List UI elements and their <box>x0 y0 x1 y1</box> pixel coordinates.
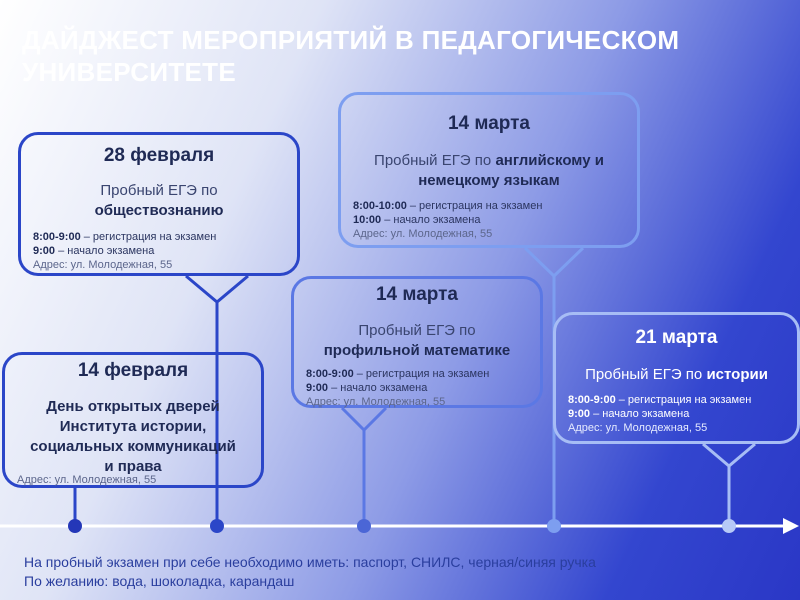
event-card-feb28 <box>18 132 300 276</box>
timeline-dot-mar14-math <box>357 519 371 533</box>
event-date: 28 февраля <box>103 145 215 166</box>
timeline-dot-feb14 <box>68 519 82 533</box>
event-address: Адрес: ул. Молодежная, 55 <box>17 474 157 486</box>
event-date: 14 февраля <box>77 360 189 381</box>
start-text: – начало экзамена <box>328 382 428 394</box>
start-text: – начало экзамена <box>590 408 690 420</box>
event-name-plain: Пробный ЕГЭ по <box>374 152 496 169</box>
event-details <box>568 393 751 435</box>
timeline-arrow-icon <box>783 518 799 534</box>
registration-time: 8:00-10:00 <box>353 200 407 212</box>
registration-text: – регистрация на экзамен <box>406 200 543 212</box>
start-time: 9:00 <box>568 408 591 420</box>
start-time: 9:00 <box>306 382 329 394</box>
event-date: 14 марта <box>375 284 458 305</box>
event-card-mar14-math <box>291 276 543 408</box>
event-address: Адрес: ул. Молодежная, 55 <box>568 422 708 434</box>
registration-text: – регистрация на экзамен <box>80 231 217 243</box>
connector-mar14-math <box>342 408 386 430</box>
connector-feb28 <box>186 276 248 302</box>
event-name-bold: истории <box>706 366 768 383</box>
event-details <box>33 230 216 272</box>
event-name-plain: Пробный ЕГЭ по <box>585 366 707 383</box>
start-time: 10:00 <box>353 214 382 226</box>
event-name <box>300 321 534 361</box>
event-name-plain: Пробный ЕГЭ по <box>358 322 476 339</box>
event-address: Адрес: ул. Молодежная, 55 <box>306 396 446 408</box>
event-name <box>562 365 791 385</box>
event-address: Адрес: ул. Молодежная, 55 <box>33 259 173 271</box>
event-details <box>353 199 542 241</box>
registration-text: – регистрация на экзамен <box>615 394 752 406</box>
timeline-dot-mar21 <box>722 519 736 533</box>
event-name: День открытых дверей Института истории, социальных коммуникаций и права <box>30 398 236 475</box>
start-text: – начало экзамена <box>55 245 155 257</box>
registration-time: 8:00-9:00 <box>306 368 354 380</box>
connector-mar21 <box>703 444 755 466</box>
event-date: 14 марта <box>447 113 530 134</box>
connector-mar14-en <box>525 248 583 276</box>
registration-time: 8:00-9:00 <box>568 394 616 406</box>
event-name-plain: Пробный ЕГЭ по <box>100 182 218 199</box>
registration-time: 8:00-9:00 <box>33 231 81 243</box>
event-address: Адрес: ул. Молодежная, 55 <box>353 228 493 240</box>
footer-line-optional: По желанию: вода, шоколадка, карандаш <box>24 573 295 589</box>
start-time: 9:00 <box>33 245 56 257</box>
footer-line-required: На пробный экзамен при себе необходимо иметь: паспорт, СНИЛС, черная/синяя ручка <box>24 554 596 570</box>
event-card-mar14-languages <box>338 92 640 248</box>
event-name-bold: обществознанию <box>94 202 224 219</box>
start-text: – начало экзамена <box>381 214 481 226</box>
event-name-bold: английскому и немецкому языкам <box>418 152 604 189</box>
timeline-dot-feb28 <box>210 519 224 533</box>
event-name-bold: профильной математике <box>323 342 511 359</box>
event-card-feb14 <box>2 352 264 488</box>
event-date: 21 марта <box>635 327 718 348</box>
event-card-mar21 <box>553 312 800 444</box>
footer-notes <box>24 553 596 591</box>
event-details <box>306 367 489 409</box>
event-name <box>363 151 615 191</box>
timeline-dot-mar14-en <box>547 519 561 533</box>
event-name <box>27 181 291 221</box>
page-title: ДАЙДЖЕСТ МЕРОПРИЯТИЙ В ПЕДАГОГИЧЕСКОМ УНИВЕРСИТЕТЕ <box>22 25 680 87</box>
registration-text: – регистрация на экзамен <box>353 368 490 380</box>
